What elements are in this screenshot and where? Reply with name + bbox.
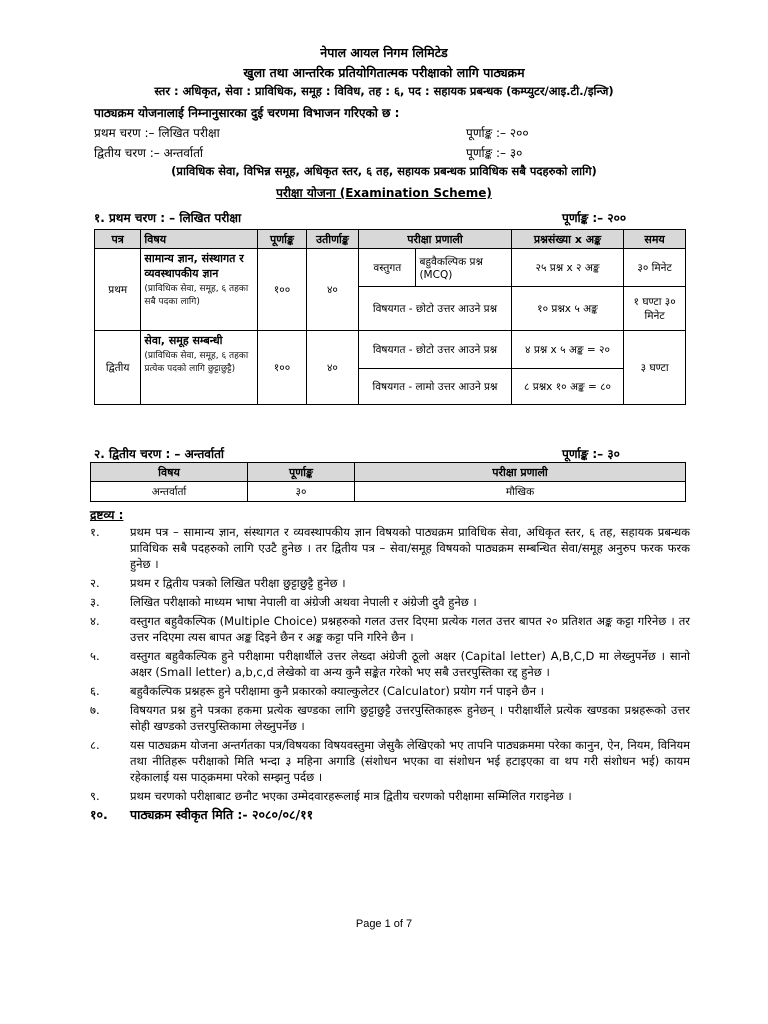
note-number: ८.: [90, 738, 100, 752]
list-item: [90, 702, 690, 734]
col-header: प्रश्नसंख्या x अङ्क: [511, 230, 623, 249]
section2-marks: पूर्णाङ्क :– ३०: [562, 447, 620, 461]
note-text: बहुवैकल्पिक प्रश्नहरू हुने परीक्षामा कुनै प्रकारको क्याल्कुलेटर (Calculator) प्रयोग गर्न पाइने छैन ।: [130, 684, 544, 698]
cell: ३०: [248, 482, 355, 502]
method-type: विषयगत - छोटो उत्तर आउने प्रश्न: [359, 287, 512, 331]
note-text: प्रथम चरणको परीक्षाबाट छनौट भएका उम्मेदवारहरूलाई मात्र द्वितीय चरणको परीक्षामा सम्मिलित गराइनेछ ।: [130, 789, 572, 803]
method-type: विषयगत - छोटो उत्तर आउने प्रश्न: [359, 331, 512, 369]
list-item: [90, 613, 690, 645]
phase2-label: द्वितीय चरण :– अन्तर्वार्ता: [94, 146, 204, 160]
note-number: ७.: [90, 703, 100, 717]
note-number: १.: [90, 525, 100, 539]
cell: मौखिक: [355, 482, 686, 502]
list-item: [90, 575, 690, 591]
question-marks: ८ प्रश्नx १० अङ्क = ८०: [511, 369, 623, 405]
paper-name: प्रथम: [95, 249, 141, 331]
note-text: लिखित परीक्षाको माध्यम भाषा नेपाली वा अंग्रेजी अथवा नेपाली र अंग्रेजी दुवै हुनेछ ।: [130, 595, 477, 609]
col-header: विषय: [91, 463, 248, 482]
note-text: विषयगत प्रश्न हुने पत्रका हकमा प्रत्येक खण्डका लागि छुट्टाछुट्टै उत्तरपुस्तिकाहरू हुनेछन् । परीक्षार्थीले प्रत्येक खण्डका प्रश्नहरूको उत्तर सोही खण्डको उत्तरपुस्तिकामा लेख्नुपर्नेछ ।: [130, 703, 690, 733]
table-header-row: [91, 463, 686, 482]
scope-line: (प्राविधिक सेवा, विभिन्न समूह, अधिकृत स्तर, ६ तह, सहायक प्रबन्धक प्राविधिक सबै पदहरुको लागि): [171, 164, 597, 178]
level-line: स्तर : अधिकृत, सेवा : प्राविधिक, समूह : विविध, तह : ६, पद : सहायक प्रबन्धक (कम्प्युटर/आइ.टी./इन्जि): [154, 84, 614, 98]
note-text: वस्तुगत बहुवैकल्पिक हुने परीक्षामा परीक्षार्थीले उत्तर लेख्दा अंग्रेजी ठूलो अक्षर (Capital letter) A,B,C,D मा लेख्नुपर्नेछ । सानो अक्षर (Small letter) a,b,c,d लेखेको वा अन्य कुनै सङ्केत गरेको भए सबै उत्तरपुस्तिका रद्द हुनेछ ।: [130, 649, 690, 679]
col-header: परीक्षा प्रणाली: [355, 463, 686, 482]
paper-subject: [141, 331, 258, 405]
table-row: [95, 331, 686, 369]
list-item: [90, 737, 690, 785]
note-text: प्रथम पत्र – सामान्य ज्ञान, संस्थागत र व्यवस्थापकीय ज्ञान विषयको पाठ्यक्रम प्राविधिक सेवा, अधिकृत स्तर, ६ तह, सहायक प्रबन्धक प्राविधिक सबै पदहरुको लागि एउटै हुनेछ । तर द्वितीय पत्र – सेवा/समूह विषयको पाठ्यक्रम सम्बन्धित सेवा/समूह अनुरुप फरक फरक हुनेछ ।: [130, 525, 690, 571]
list-item: [90, 648, 690, 680]
list-item: [90, 594, 690, 610]
method-subtype: बहुवैकल्पिक प्रश्न (MCQ): [416, 249, 511, 287]
section1-marks: पूर्णाङ्क :– २००: [562, 211, 627, 225]
exam-time: १ घण्टा ३० मिनेट: [624, 287, 686, 331]
list-item: [90, 788, 690, 804]
phase2-marks: पूर्णाङ्क :– ३०: [466, 146, 523, 160]
note-number: ४.: [90, 614, 100, 628]
subject-main: सामान्य ज्ञान, संस्थागत र व्यवस्थापकीय ज्ञान: [144, 252, 244, 280]
approval-date: [90, 807, 690, 823]
list-item: [90, 524, 690, 572]
note-number: ९.: [90, 789, 100, 803]
cell: अन्तर्वार्ता: [91, 482, 248, 502]
exam-time: ३० मिनेट: [624, 249, 686, 287]
phase1-marks: पूर्णाङ्क :– २००: [466, 126, 529, 140]
scheme-intro: पाठ्यक्रम योजनालाई निम्नानुसारका दुई चरणमा विभाजन गरिएको छ :: [94, 106, 400, 120]
note-text: प्रथम र द्वितीय पत्रको लिखित परीक्षा छुट्टाछुट्टै हुनेछ ।: [130, 576, 346, 590]
note-number: १०.: [90, 807, 108, 822]
page-number: Page 1 of 7: [355, 918, 413, 930]
approval-text: पाठ्यक्रम स्वीकृत मिति :- २०८०/०८/११: [130, 807, 314, 822]
table-row: [91, 482, 686, 502]
phase1-label: प्रथम चरण :– लिखित परीक्षा: [94, 126, 220, 140]
col-header: समय: [624, 230, 686, 249]
subject-note: (प्राविधिक सेवा, समूह, ६ तहका प्रत्येक पदको लागि छुट्टाछुट्टै): [144, 351, 249, 374]
exam-time: ३ घण्टा: [624, 331, 686, 405]
section1-heading: १. प्रथम चरण : – लिखित परीक्षा: [94, 211, 242, 225]
note-number: २.: [90, 576, 100, 590]
col-header: विषय: [141, 230, 258, 249]
col-header: पत्र: [95, 230, 141, 249]
notes-list: [90, 524, 690, 826]
org-name: नेपाल आयल निगम लिमिटेड: [320, 45, 448, 60]
col-header: परीक्षा प्रणाली: [359, 230, 512, 249]
question-marks: १० प्रश्नx ५ अङ्क: [511, 287, 623, 331]
col-header: उतीर्णाङ्क: [306, 230, 359, 249]
col-header: पूर्णाङ्क: [258, 230, 306, 249]
pass-marks: ४०: [306, 331, 359, 405]
note-number: ३.: [90, 595, 100, 609]
list-item: [90, 683, 690, 699]
subject-main: सेवा, समूह सम्बन्धी: [144, 334, 223, 347]
method-type: वस्तुगत: [359, 249, 416, 287]
full-marks: १००: [258, 331, 306, 405]
doc-title: खुला तथा आन्तरिक प्रतियोगितात्मक परीक्षाको लागि पाठ्यक्रम: [243, 65, 525, 80]
full-marks: १००: [258, 249, 306, 331]
scheme-title: परीक्षा योजना (Examination Scheme): [276, 186, 492, 200]
method-type: विषयगत - लामो उत्तर आउने प्रश्न: [359, 369, 512, 405]
pass-marks: ४०: [306, 249, 359, 331]
notes-title: द्रष्टव्य :: [90, 508, 124, 522]
table-row: [95, 249, 686, 287]
written-exam-table: [94, 229, 686, 405]
question-marks: २५ प्रश्न x २ अङ्क: [511, 249, 623, 287]
table-header-row: [95, 230, 686, 249]
section2-heading: २. द्वितीय चरण : – अन्तर्वार्ता: [94, 447, 225, 461]
note-text: वस्तुगत बहुवैकल्पिक (Multiple Choice) प्रश्नहरुको गलत उत्तर दिएमा प्रत्येक गलत उत्तर बापत २० प्रतिशत अङ्क कट्टा गरिनेछ । तर उत्तर नदिएमा त्यस बापत अङ्क दिइने छैन र अङ्क कट्टा पनि गरिने छैन ।: [130, 614, 690, 644]
note-number: ५.: [90, 649, 100, 663]
col-header: पूर्णाङ्क: [248, 463, 355, 482]
subject-note: (प्राविधिक सेवा, समूह, ६ तहका सबै पदका लागि): [144, 284, 249, 307]
note-number: ६.: [90, 684, 100, 698]
paper-subject: [141, 249, 258, 331]
note-text: यस पाठ्यक्रम योजना अन्तर्गतका पत्र/विषयका विषयवस्तुमा जेसुकै लेखिएको भए तापनि पाठ्यक्रममा परेका कानुन, ऐन, नियम, विनियम तथा नीतिहरू परीक्षाको मिति भन्दा ३ महिना अगाडि (संशोधन भएका वा संशोधन भई हटाइएका वा थप गरी संशोधन भई) कायम रहेकालाई यस पाठ्क्रममा परेको सम्झनु पर्दछ ।: [130, 738, 690, 784]
question-marks: ४ प्रश्न x ५ अङ्क = २०: [511, 331, 623, 369]
interview-table: [90, 462, 686, 502]
paper-name: द्वितीय: [95, 331, 141, 405]
